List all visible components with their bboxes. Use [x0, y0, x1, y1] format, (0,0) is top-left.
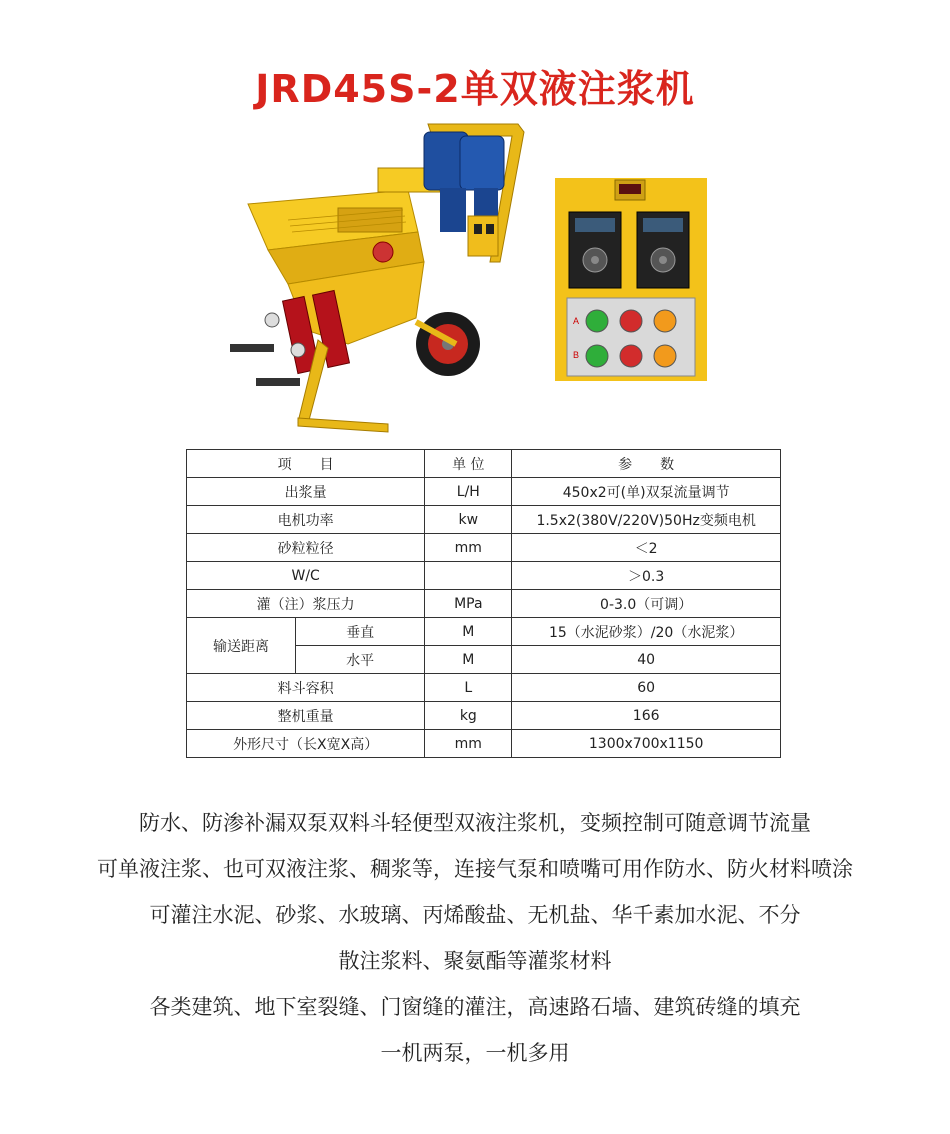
row-unit: MPa	[425, 590, 512, 618]
spec-table	[186, 449, 781, 758]
description-line: 散注浆料、聚氨酯等灌浆材料	[338, 949, 612, 973]
table-row	[187, 730, 781, 758]
row-unit: kw	[425, 506, 512, 534]
table-row	[187, 534, 781, 562]
table-row	[187, 506, 781, 534]
row-item: 砂粒粒径	[187, 534, 425, 562]
header-unit: 单 位	[425, 450, 512, 478]
row-param: ＜2	[512, 534, 781, 562]
description	[0, 800, 950, 1076]
table-row	[187, 674, 781, 702]
distance-label: 输送距离	[187, 618, 296, 674]
description-line: 可灌注水泥、砂浆、水玻璃、丙烯酸盐、无机盐、华千素加水泥、不分	[149, 903, 801, 927]
row-param: 450x2可(单)双泵流量调节	[512, 478, 781, 506]
row-unit: L/H	[425, 478, 512, 506]
table-row	[187, 478, 781, 506]
row-item: 电机功率	[187, 506, 425, 534]
table-row	[187, 702, 781, 730]
description-line: 一机两泵，一机多用	[380, 1041, 570, 1065]
row-unit: M	[425, 646, 512, 674]
row-param: ＞0.3	[512, 562, 781, 590]
row-item: 垂直	[296, 618, 425, 646]
control-panel-image	[555, 178, 707, 381]
row-param: 166	[512, 702, 781, 730]
row-param: 15（水泥砂浆）/20（水泥浆）	[512, 618, 781, 646]
row-item: 水平	[296, 646, 425, 674]
row-param: 1300x700x1150	[512, 730, 781, 758]
description-line: 各类建筑、地下室裂缝、门窗缝的灌注，高速路石墙、建筑砖缝的填充	[149, 995, 801, 1019]
row-unit: kg	[425, 702, 512, 730]
table-row	[187, 562, 781, 590]
description-line: 可单液注浆、也可双液注浆、稠浆等，连接气泵和喷嘴可用作防水、防火材料喷涂	[97, 857, 853, 881]
table-header-row	[187, 450, 781, 478]
row-item: 灌（注）浆压力	[187, 590, 425, 618]
description-line: 防水、防渗补漏双泵双料斗轻便型双液注浆机，变频控制可随意调节流量	[139, 811, 811, 835]
row-item: W/C	[187, 562, 425, 590]
panel-row-a-label: A	[573, 316, 580, 326]
row-unit: L	[425, 674, 512, 702]
header-param: 参 数	[512, 450, 781, 478]
table-row	[187, 590, 781, 618]
row-item: 出浆量	[187, 478, 425, 506]
row-param: 0-3.0（可调）	[512, 590, 781, 618]
panel-row-b-label: B	[573, 350, 580, 360]
row-param: 40	[512, 646, 781, 674]
table-row	[187, 618, 781, 646]
header-item: 项 目	[187, 450, 425, 478]
grouting-machine-image	[228, 112, 538, 434]
row-item: 整机重量	[187, 702, 425, 730]
row-item: 外形尺寸（长X宽X高）	[187, 730, 425, 758]
row-param: 60	[512, 674, 781, 702]
row-unit: M	[425, 618, 512, 646]
row-unit: mm	[425, 730, 512, 758]
row-item: 料斗容积	[187, 674, 425, 702]
row-param: 1.5x2(380V/220V)50Hz变频电机	[512, 506, 781, 534]
row-unit	[425, 562, 512, 590]
page-title: JRD45S-2单双液注浆机	[255, 67, 695, 111]
row-unit: mm	[425, 534, 512, 562]
